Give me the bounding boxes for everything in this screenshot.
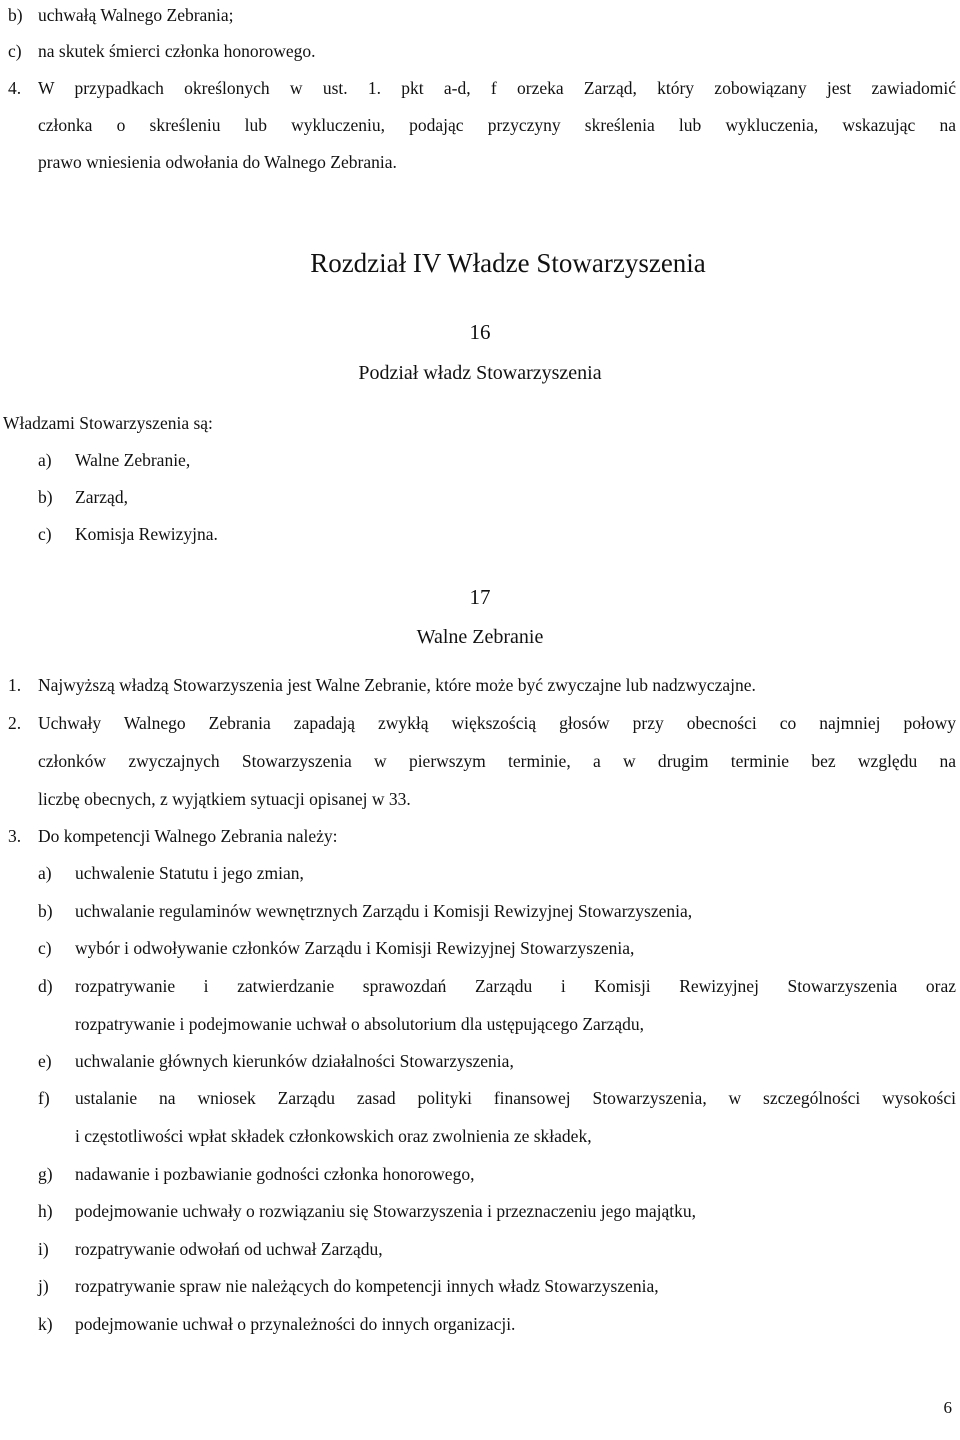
numbered-point (0, 710, 960, 736)
numbered-point (0, 75, 960, 101)
section-title: Podział władz Stowarzyszenia (358, 362, 602, 384)
list-marker: c) (8, 41, 22, 61)
list-text: rozpatrywanie i podejmowanie uchwał o absolutorium dla ustępującego Zarządu, (75, 1014, 645, 1034)
list-text: uchwalanie regulaminów wewnętrznych Zarządu i Komisji Rewizyjnej Stowarzyszenia, (75, 901, 693, 921)
list-text: nadawanie i pozbawianie godności członka honorowego, (75, 1164, 475, 1184)
paragraph-line: Uchwały Walnego Zebrania zapadają zwykłą większością głosów przy obecności co najmniej połowy (38, 713, 956, 733)
list-marker: a) (38, 863, 52, 883)
paragraph-line: Najwyższą władzą Stowarzyszenia jest Walne Zebranie, które może być zwyczajne lub nadzwyczajne. (38, 675, 756, 695)
paragraph-line: liczbę obecnych, z wyjątkiem sytuacji opisanej w 33. (38, 789, 411, 809)
paragraph-line: członka o skreśleniu lub wykluczeniu, podając przyczyny skreślenia lub wykluczenia, wskazując na (38, 115, 956, 135)
list-marker: a) (38, 450, 52, 470)
paragraph-line: W przypadkach określonych w ust. 1. pkt a-d, f orzeka Zarząd, który zobowiązany jest zawiadomić (38, 78, 956, 98)
list-text: i częstotliwości wpłat składek członkowskich oraz zwolnienia ze składek, (75, 1126, 592, 1146)
list-marker: b) (8, 5, 23, 25)
list-marker: d) (38, 976, 53, 996)
section-number: 16 (469, 320, 491, 344)
list-text: rozpatrywanie odwołań od uchwał Zarządu, (75, 1239, 383, 1259)
section-number: 17 (469, 585, 491, 609)
list-item (0, 1085, 960, 1111)
list-marker: i) (38, 1239, 49, 1259)
list-text: ustalanie na wniosek Zarządu zasad polityki finansowej Stowarzyszenia, w szczególności wysokości (75, 1088, 956, 1108)
list-text: podejmowanie uchwały o rozwiązaniu się Stowarzyszenia i przeznaczeniu jego majątku, (75, 1201, 697, 1221)
list-item (0, 973, 960, 999)
paragraph-line-row (0, 112, 960, 138)
point-number: 1. (8, 675, 22, 695)
list-text: uchwalanie głównych kierunków działalności Stowarzyszenia, (75, 1051, 514, 1071)
list-marker: e) (38, 1051, 52, 1071)
paragraph-line: członków zwyczajnych Stowarzyszenia w pierwszym terminie, a w drugim terminie bez względu na (38, 751, 956, 771)
list-text: uchwalenie Statutu i jego zmian, (75, 863, 304, 883)
list-text: Komisja Rewizyjna. (75, 524, 218, 544)
list-marker: c) (38, 938, 52, 958)
list-marker: g) (38, 1164, 53, 1184)
paragraph-line-row (0, 748, 960, 774)
paragraph-line: Do kompetencji Walnego Zebrania należy: (38, 826, 338, 846)
paragraph-line: prawo wniesienia odwołania do Walnego Zebrania. (38, 152, 397, 172)
list-text: rozpatrywanie spraw nie należących do kompetencji innych władz Stowarzyszenia, (75, 1276, 659, 1296)
list-text: uchwałą Walnego Zebrania; (38, 5, 234, 25)
point-number: 4. (8, 78, 22, 98)
point-number: 3. (8, 826, 22, 846)
list-text: podejmowanie uchwał o przynależności do innych organizacji. (75, 1314, 516, 1334)
list-marker: h) (38, 1201, 53, 1221)
list-marker: c) (38, 524, 52, 544)
point-number: 2. (8, 713, 22, 733)
list-marker: b) (38, 901, 53, 921)
intro-text: Władzami Stowarzyszenia są: (3, 413, 213, 433)
list-marker: f) (38, 1088, 50, 1108)
list-marker: k) (38, 1314, 53, 1334)
list-marker: b) (38, 487, 53, 507)
section-title: Walne Zebranie (416, 626, 544, 648)
list-text: na skutek śmierci członka honorowego. (38, 41, 316, 61)
chapter-heading: Rozdział IV Władze Stowarzyszenia (310, 248, 706, 278)
list-text: wybór i odwoływanie członków Zarządu i Komisji Rewizyjnej Stowarzyszenia, (75, 938, 635, 958)
list-text: Walne Zebranie, (75, 450, 191, 470)
page-number: 6 (943, 1398, 952, 1417)
list-text: rozpatrywanie i zatwierdzanie sprawozdań Zarządu i Komisji Rewizyjnej Stowarzyszenia oraz (75, 976, 956, 996)
list-text: Zarząd, (75, 487, 128, 507)
list-marker: j) (38, 1276, 49, 1296)
